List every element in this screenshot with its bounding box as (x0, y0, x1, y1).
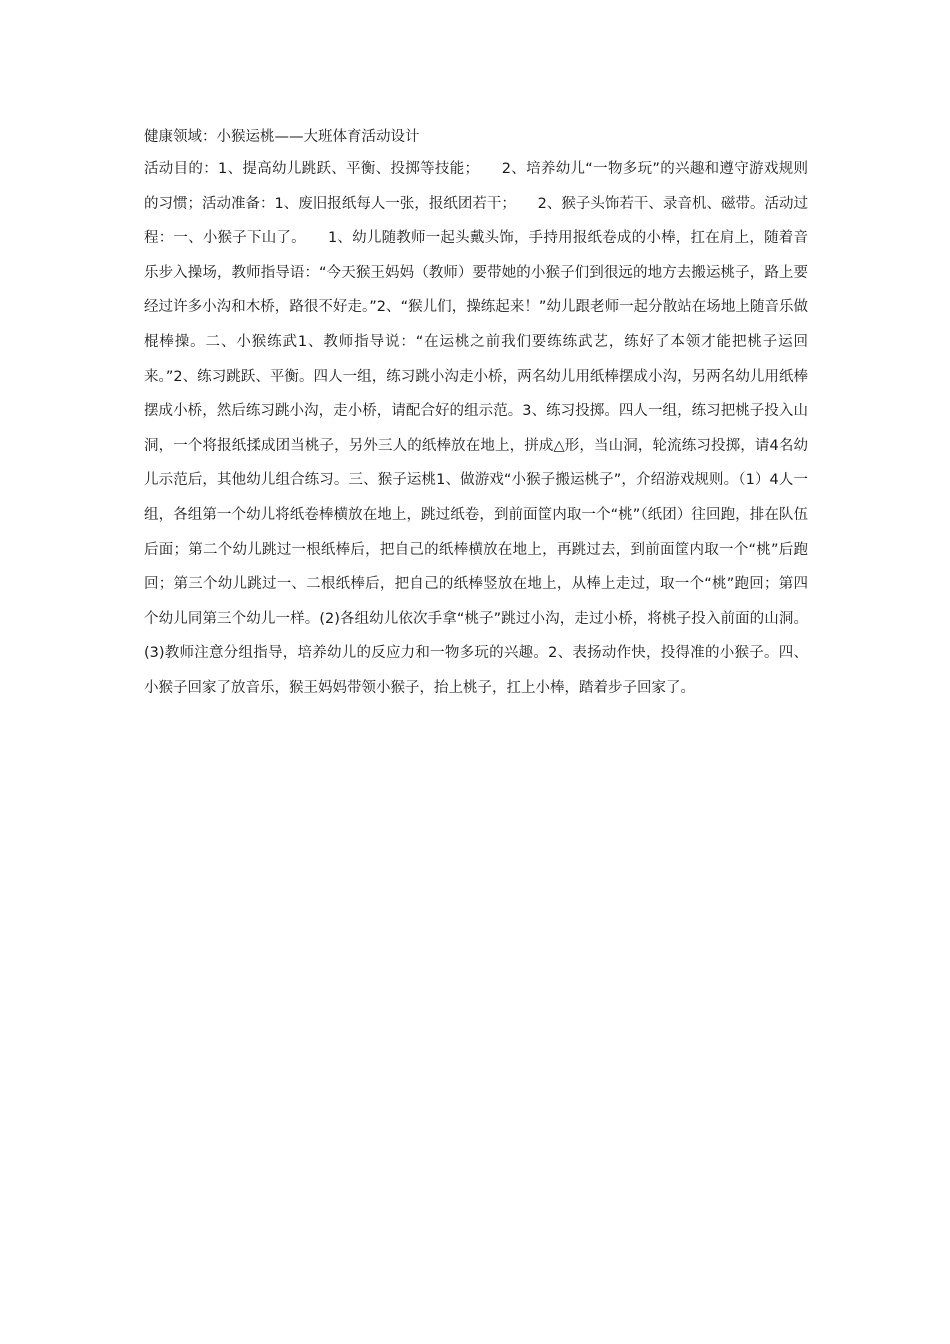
document-title: 健康领域：小猴运桃——大班体育活动设计 (144, 129, 420, 145)
document-content (144, 124, 808, 706)
document-body: 活动目的：1、提高幼儿跳跃、平衡、投掷等技能； 2、培养幼儿“一物多玩”的兴趣和遵守游戏规则的习惯；活动准备：1、废旧报纸每人一张，报纸团若干； 2、猴子头饰若干、录音机、磁带。活动过程：一、小猴子下山了。 1、幼儿随教师一起头戴头饰，手持用报纸卷成的小棒，扛在肩上，随着音乐步入操场，教师指导语：“今天猴王妈妈（教师）要带她的小猴子们到很远的地方去搬运桃子，路上要经过许多小沟和木桥，路很不好走。”2、“猴儿们，操练起来！”幼儿跟老师一起分散站在场地上随音乐做棍棒操。二、小猴练武1、教师指导说：“在运桃之前我们要练练武艺，练好了本领才能把桃子运回来。”2、练习跳跃、平衡。四人一组，练习跳小沟走小桥，两名幼儿用纸棒摆成小沟，另两名幼儿用纸棒摆成小桥，然后练习跳小沟，走小桥，请配合好的组示范。3、练习投掷。四人一组，练习把桃子投入山洞，一个将报纸揉成团当桃子，另外三人的纸棒放在地上，拼成△形，当山洞，轮流练习投掷，请4名幼儿示范后，其他幼儿组合练习。三、猴子运桃1、做游戏“小猴子搬运桃子”，介绍游戏规则。（1）4人一组，各组第一个幼儿将纸卷棒横放在地上，跳过纸卷，到前面筐内取一个“桃”（纸团）往回跑，排在队伍后面；第二个幼儿跳过一根纸棒后，把自己的纸棒横放在地上，再跳过去，到前面筐内取一个“桃”后跑回；第三个幼儿跳过一、二根纸棒后，把自己的纸棒竖放在地上，从棒上走过，取一个“桃”跑回；第四个幼儿同第三个幼儿一样。(2)各组幼儿依次手拿“桃子”跳过小沟，走过小桥，将桃子投入前面的山洞。(3)教师注意分组指导，培养幼儿的反应力和一物多玩的兴趣。2、表扬动作快，投得准的小猴子。四、小猴子回家了放音乐，猴王妈妈带领小猴子，抬上桃子，扛上小棒，踏着步子回家了。 (144, 161, 808, 696)
